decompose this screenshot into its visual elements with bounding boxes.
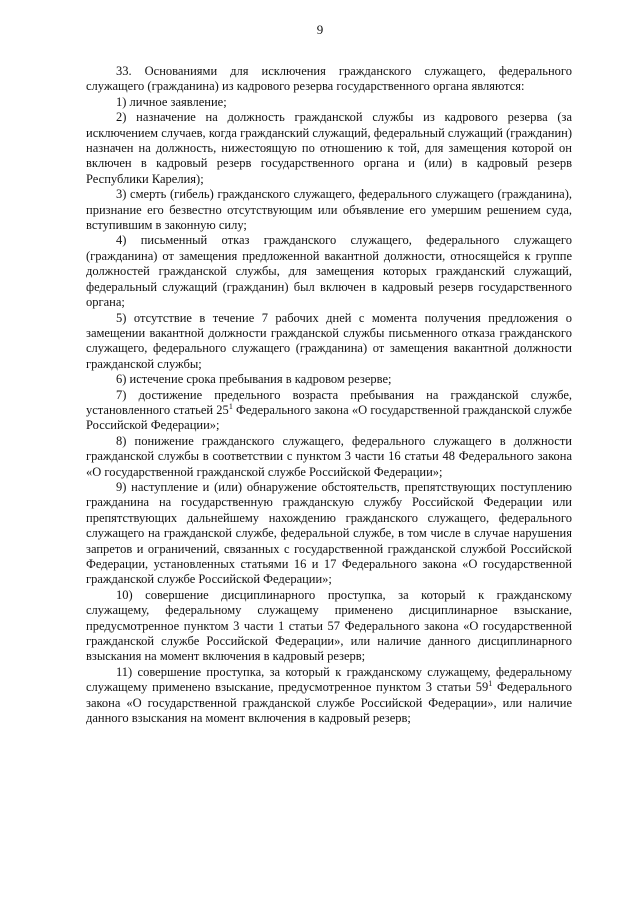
list-item-1: 1) личное заявление;	[116, 94, 227, 109]
list-item-9: 9) наступление и (или) обнаружение обстоятельств, препятствующих поступлению гражданина на государственную гражданскую службу Российской Федерации или препятствующих дальнейшему нахождению гражданского служащего, федерального служащего на гражданской службе, федеральной службе, в том числе в случае нарушения запретов и ограничений, связанных с государственной гражданской службой Российской Федерации, установленных статьями 16 и 17 Федерального закона «О государственной гражданской службе Российской Федерации»;	[86, 479, 572, 587]
superscript: 1	[488, 679, 493, 689]
superscript: 1	[228, 401, 233, 411]
list-item-4: 4) письменный отказ гражданского служащего, федерального служащего (гражданина) от замещения предложенной вакантной должности, относящейся к группе должностей гражданской службы, для замещения которых гражданский служащий, федеральный служащий (гражданин) был включен в кадровый резерв государственного органа;	[86, 233, 572, 310]
list-item-2: 2) назначение на должность гражданской службы из кадрового резерва (за исключением случаев, когда гражданский служащий, федеральный служащий (гражданин) назначен на должность, нижестоящую по отношению к той, для замещения которой он включен в кадровый резерв государственного органа и (или) в кадровый резерв Республики Карелия);	[86, 110, 572, 186]
list-item-11	[86, 665, 572, 727]
paragraph-intro: 33. Основаниями для исключения гражданского служащего, федерального служащего (гражданина) из кадрового резерва государственного органа являются:	[86, 64, 572, 94]
list-item-3: 3) смерть (гибель) гражданского служащего, федерального служащего (гражданина), признание его безвестно отсутствующим или объявление его умершим решением суда, вступившим в законную силу;	[86, 187, 572, 233]
list-item-11-text: 11) совершение проступка, за который к гражданскому служащему, федеральному служащему применено взыскание, предусмотренное пунктом 3 статьи 59	[86, 664, 572, 695]
list-item-7	[86, 388, 572, 434]
list-item-6: 6) истечение срока пребывания в кадровом резерве;	[116, 372, 392, 387]
list-item-5: 5) отсутствие в течение 7 рабочих дней с момента получения предложения о замещении вакантной должности гражданской службы письменного отказа гражданского служащего, федерального служащего (гражданина) от замещения вакантной должности гражданской службы;	[86, 310, 572, 371]
list-item-7-text-cont: Федерального закона «О государственной гражданской службе Российской Федерации»;	[86, 402, 572, 433]
list-item-7-text: 7) достижение предельного возраста пребывания на гражданской службе, установленного статьей 25	[86, 387, 572, 417]
list-item-10: 10) совершение дисциплинарного проступка, за который к гражданскому служащему, федеральному служащему применено дисциплинарное взыскание, предусмотренное пунктом 3 части 1 статьи 57 Федерального закона «О государственной гражданской службе Российской Федерации», или наличие данного дисциплинарного взыскания на момент включения в кадровый резерв;	[86, 587, 572, 664]
page-number: 9	[316, 22, 324, 37]
body-text	[86, 64, 572, 726]
list-item-11-text-cont: Федерального закона «О государственной гражданской службе Российской Федерации», или наличие данного взыскания на момент включения в кадровый резерв;	[86, 680, 572, 726]
list-item-8: 8) понижение гражданского служащего, федерального служащего в должности гражданской службы в соответствии с пунктом 3 части 16 статьи 48 Федерального закона «О государственной гражданской службе Российской Федерации»;	[86, 433, 572, 479]
